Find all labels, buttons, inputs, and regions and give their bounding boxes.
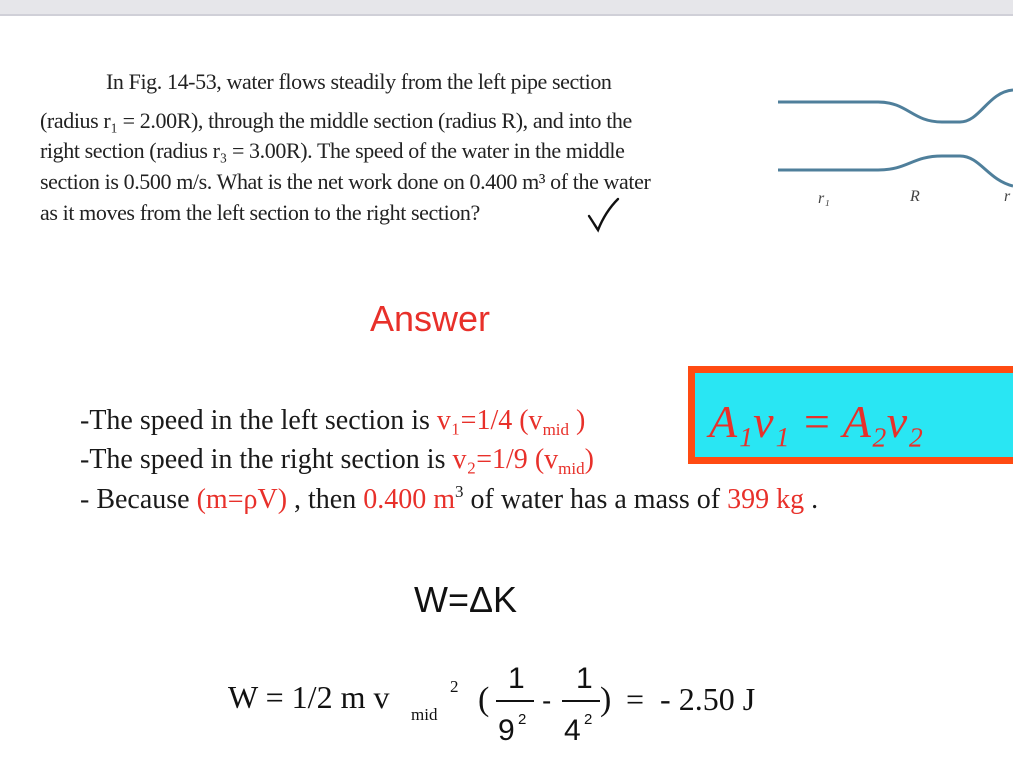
formula-open-paren: (: [478, 681, 490, 718]
formula-sup: 2: [450, 677, 459, 696]
line1-paren-open: (v: [512, 405, 543, 436]
formula-num1: 1: [508, 662, 525, 695]
problem-line-2: (radius r₁ = 2.00R), through the middle section (radius R), and into the: [40, 108, 632, 133]
line3-formula: (m=ρV): [196, 484, 288, 515]
line2-paren-sub: mid: [558, 459, 585, 478]
problem-line-1: In Fig. 14-53, water flows steadily from the left pipe section: [106, 69, 612, 94]
line3-volume: 0.400 m: [363, 484, 456, 515]
pipe-figure: [770, 82, 1013, 222]
formula-den2-sup: 2: [584, 711, 593, 728]
formula-close-paren: ): [600, 681, 612, 718]
formula-lhs: W = 1/2 m v: [228, 679, 390, 715]
formula-num2: 1: [576, 662, 593, 695]
toolbar-divider: [0, 14, 1013, 16]
problem-line-4: section is 0.500 m/s. What is the net work done on 0.400 m³ of the water: [40, 169, 651, 194]
check-mark-icon: [585, 196, 621, 234]
continuity-equation: [695, 373, 1013, 457]
formula-den1: 9: [498, 714, 515, 747]
work-energy-theorem: W=ΔK: [414, 579, 518, 620]
answer-line-2: [80, 444, 594, 479]
line1-value: v₁=1/4: [436, 405, 513, 436]
formula-result: = - 2.50 J: [626, 681, 756, 717]
line3-mid2: of water has a mass of: [463, 484, 728, 515]
label-r3: r: [1004, 188, 1011, 205]
line3-volume-sup: 3: [455, 482, 464, 501]
formula-minus: -: [542, 685, 552, 716]
top-toolbar: [0, 0, 1013, 14]
answer-line-1: [80, 405, 585, 440]
problem-line-5: as it moves from the left section to the right section?: [40, 200, 480, 225]
answer-heading: Answer: [370, 298, 491, 339]
line1-paren-sub: mid: [542, 420, 570, 439]
work-formula: [228, 660, 808, 750]
answer-line-3: [80, 482, 818, 516]
formula-den1-sup: 2: [518, 711, 527, 728]
pipe-diagram-icon: [770, 82, 1013, 222]
line3-mass: 399 kg: [727, 484, 805, 515]
formula-sub: mid: [411, 705, 438, 724]
line2-value: v₂=1/9: [452, 444, 528, 475]
line2-paren-open: (v: [527, 444, 559, 475]
line1-paren-close: ): [569, 405, 586, 436]
line3-end: .: [804, 484, 819, 515]
label-R: R: [910, 188, 920, 205]
line3-prefix: - Because: [80, 484, 197, 515]
formula-den2: 4: [564, 714, 581, 747]
continuity-equation-text: A₁v₁ = A₂v₂: [709, 396, 924, 447]
line1-prefix: -The speed in the left section is: [80, 405, 437, 436]
line2-paren-close: ): [584, 444, 594, 475]
label-r1: r₁: [818, 190, 830, 207]
line3-mid: , then: [287, 484, 364, 515]
line2-prefix: -The speed in the right section is: [80, 444, 453, 475]
equation-box: [688, 366, 1013, 464]
problem-line-3: right section (radius r₃ = 3.00R). The speed of the water in the middle: [40, 138, 625, 163]
